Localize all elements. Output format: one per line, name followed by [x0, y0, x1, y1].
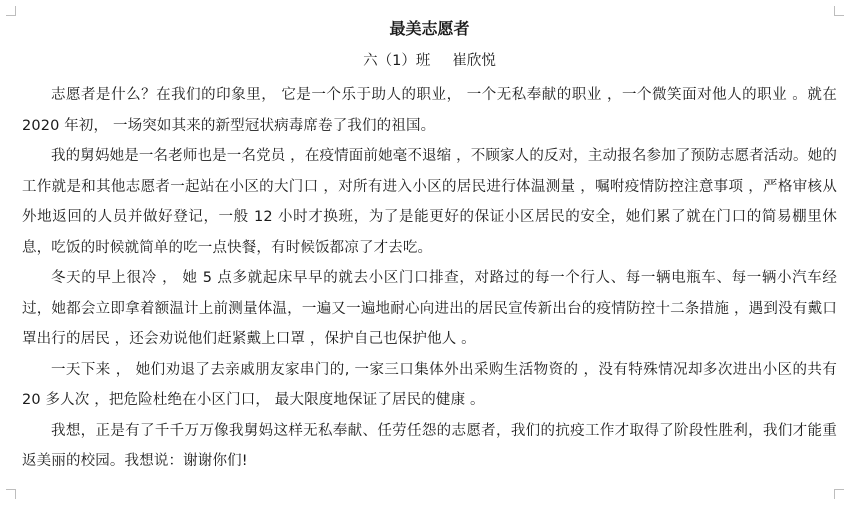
- page-corner-mark-bottom-right: [834, 489, 844, 499]
- page-corner-mark-bottom-left: [6, 489, 16, 499]
- body-paragraph-3: 冬天的早上很冷 ， 她 5 点多就起床早早的就去小区门口排查，对路过的每一个行人、每一辆电瓶车、每一辆小汽车经过，她都会立即拿着额温计上前测量体温，一遍又一遍地耐心向进出的居民宣传新出台的疫情防控十二条措施 ，遇到没有戴口罩出行的居民 ，还会劝说他们赶紧戴上口罩 ，保护自己也保护他人 。: [22, 270, 837, 347]
- byline-class: 六（1）班: [363, 53, 431, 69]
- page-corner-mark-top-left: [6, 6, 16, 16]
- body-paragraph-4: 一天下来 ， 她们劝退了去亲戚朋友家串门的, 一家三口集体外出采购生活物资的 ，没有特殊情况却多次进出小区的共有 20 多人次 ，把危险杜绝在小区门口， 最大限度地保证了居民的健康 。: [22, 361, 837, 408]
- document-page: [22, 14, 837, 477]
- document-byline: [22, 46, 837, 76]
- body-paragraph-1: 志愿者是什么？在我们的印象里， 它是一个乐于助人的职业， 一个无私奉献的职业 ，一个微笑面对他人的职业 。就在 2020 年初， 一场突如其来的新型冠状病毒席卷了我们的祖国。: [22, 87, 837, 134]
- document-title: 最美志愿者: [389, 19, 470, 38]
- body-paragraph-2: 我的舅妈她是一名老师也是一名党员 ，在疫情面前她毫不退缩 ，不顾家人的反对，主动报名参加了预防志愿者活动。她的工作就是和其他志愿者一起站在小区的大门口 ，对所有进入小区的居民进行体温测量 ，嘱咐疫情防控注意事项 ，严格审核从外地返回的人员并做好登记，一般 12 小时才换班，为了是能更好的保证小区居民的安全，她们累了就在门口的简易棚里休息，吃饭的时候就简单的吃一点快餐，有时候饭都凉了才去吃。: [22, 148, 837, 256]
- body-paragraph-5: 我想，正是有了千千万万像我舅妈这样无私奉献、任劳任怨的志愿者，我们的抗疫工作才取得了阶段性胜利，我们才能重返美丽的校园。我想说：谢谢你们!: [22, 422, 837, 469]
- document-body: [22, 80, 837, 477]
- byline-author: 崔欣悦: [452, 53, 496, 69]
